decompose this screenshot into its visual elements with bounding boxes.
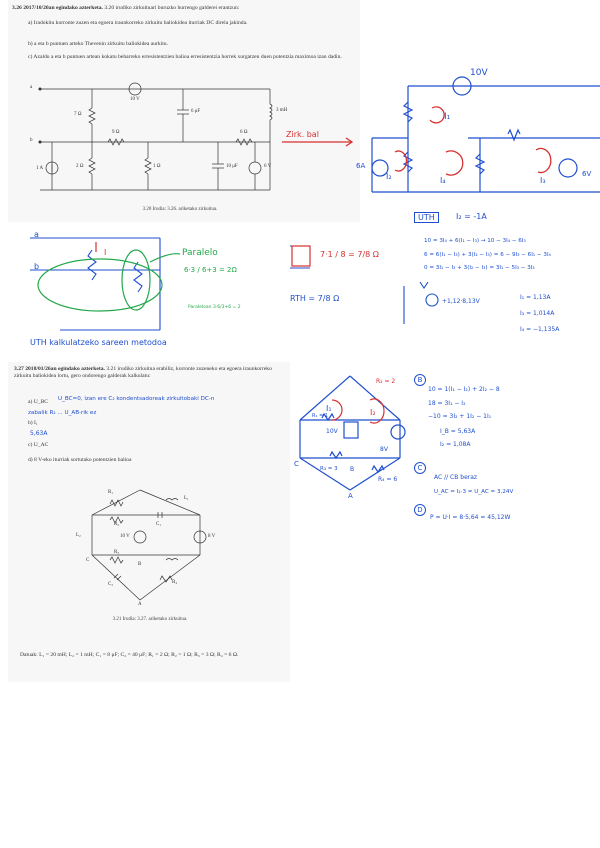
notes1-paralelo: Paralelo [182, 248, 218, 258]
notes2-a: A [348, 492, 353, 500]
problem1-item-c: c) Azaldu a eta b puntuen artean kokatu beharreko erresistentzien balioa erresistentzia horrek xurgatzen duen potentzia maximoa izan dadin. [28, 54, 342, 60]
c2-node-b: B [138, 562, 142, 567]
c2-v8: 8 V [208, 534, 216, 539]
notes1-a: a [34, 230, 39, 239]
notes1-6v: 6V [582, 170, 592, 178]
notes1-vf: +1,12·8,13V [442, 298, 480, 305]
notes2-r4v: R₄ = 6 [378, 476, 398, 483]
notes2-d-circle [414, 504, 426, 516]
notes2-i1: I₁ [326, 404, 332, 413]
problem2-note-a2: zabalik R₂ ... U_AB-rik ez [28, 410, 97, 416]
problem1-title-rest: 3.20 irudiko zirkuituari buruzko hurrengo galderei erantzun: [104, 5, 240, 11]
notes1-i2: I₂ [386, 172, 392, 181]
c1-i1: 1 A [36, 166, 44, 171]
notes2-i2: I₂ [370, 408, 376, 417]
notes1-frac: 6·3 / 6+3 = 2Ω [184, 266, 237, 274]
c2-r4: R₄ [172, 580, 178, 585]
notes1-i1: I₁ [444, 112, 451, 122]
problem2-note-a: U_BC=0, izan ere C₂ kondentsadoreak zirkuitobaki DC-n [58, 396, 215, 402]
c1-node-a: a [30, 85, 33, 90]
c1-r1: 1 Ω [153, 164, 161, 169]
c2-node-a: A [138, 602, 142, 607]
notes1-eq3: 0 = 3I₁ − I₃ + 3(I₂ − I₃) = 3I₁ − 5I₃ − 3I₃ [424, 265, 535, 271]
notes1-vth-box: UTH [414, 212, 439, 223]
notes2-ac: AC // CB beraz [434, 474, 478, 481]
problem1-caption: 3.20 Irudia: 3.26. ariketako zirkuitua. [142, 207, 218, 212]
problem2-item-c: c) U_AC [28, 442, 49, 448]
notes2-r3v: R₃ = 3 [320, 466, 338, 472]
c2-v10: 10 V [120, 534, 130, 539]
notes2-eq1: 10 = 1(I₁ − I₂) + 2I₂ − 8 [428, 386, 500, 393]
notes2-b-circle [414, 374, 426, 386]
notes2-uac: U_AC = I₂·3 = U_AC = 3,24V [434, 489, 514, 495]
notes2-c-circle-label: C [417, 464, 423, 472]
notes2-p: P = U·I = 8·5,64 = 45,12W [430, 514, 511, 521]
problem2-val-b: 5,63A [30, 430, 48, 437]
notes2-ir: I_B = 5,63A [440, 428, 476, 435]
notes1-i2-val: I₂ = -1A [456, 212, 487, 221]
notes1-b: b [34, 262, 40, 271]
c2-r2: R₂ [114, 522, 120, 527]
notes2-b: B [350, 466, 355, 473]
notes1-uth-method: UTH kalkulatzeko sareen metodoa [30, 338, 167, 347]
notes1-zirk-bal: Zirk. bal [286, 130, 319, 139]
problem2-item-b: b) I₁ [28, 420, 38, 426]
notes2-c: C [294, 460, 299, 468]
notes1-eq2: 6 = 6(I₁ − I₃) + 3(I₂ − I₃) = 6 − 9I₃ − 6I₁ − 3I₄ [424, 252, 551, 258]
problem1-number: 3.26 [12, 5, 22, 11]
c1-r6: 6 Ω [240, 130, 248, 135]
notes2-b-circle-label: B [417, 376, 423, 384]
notes1-i4: I₄ [440, 176, 446, 185]
notes1-i3: I₃ [540, 176, 546, 185]
notes1-v10: 10V [470, 68, 488, 78]
problem2-item-a: a) U_BC [28, 399, 49, 405]
notes1-6a: 6A [356, 162, 366, 170]
notes1-small-note: Paraleloan 3·6/3+6 = 2 [188, 305, 241, 310]
problem2-number: 3.27 [14, 366, 24, 372]
c1-r2: 2 Ω [76, 164, 84, 169]
c2-l2: L₂ [76, 533, 81, 538]
notes2-v10: 10V [326, 428, 338, 435]
c2-node-c: C [86, 558, 90, 563]
notes1-i1r: I₁ = 1,13A [520, 294, 551, 301]
problem1-item-b: b) a eta b puntuen arteko Thevenin zirkuitu baliokidea aurkitu. [28, 41, 169, 47]
c2-r1: R₁ [108, 490, 114, 495]
problem1-item-a: a) Iradokitu korronte zuzen eta egoera iraunkorreko zirkuitu baliokidea iturriak DC direla jakinda. [28, 20, 248, 26]
notes2-c-circle [414, 462, 426, 474]
notes1-i3r: I₃ = 1,014A [520, 310, 555, 317]
problem2-item-d: d) 8 V-eko iturriak sortutako potentzien balioa [28, 457, 132, 463]
c2-c2: C₂ [108, 582, 114, 587]
notes2-d-circle-label: D [417, 506, 423, 514]
c1-c10: 10 μF [226, 164, 238, 169]
notes1-i4r: I₄ = −1,135A [520, 326, 560, 333]
c1-l3: 3 mH [276, 108, 288, 113]
c1-r9: 9 Ω [112, 130, 120, 135]
c1-r7: 7 Ω [74, 112, 82, 117]
notes2-ir2: I₂ = 1,08A [440, 441, 471, 448]
c1-c6: 6 μF [191, 109, 201, 114]
notes1-eq1: 10 = 3I₄ + 6(I₁ − I₃) → 10 − 3I₄ − 6I₃ [424, 238, 526, 244]
c2-l1: L₁ [184, 496, 189, 501]
c2-r3: R₃ [114, 550, 120, 555]
c1-v10: 10 V [130, 97, 140, 102]
notes2-r1v: R₁ = 1 [312, 413, 329, 419]
problem2-title-text: 2018/01/26an egindako azterketa. [25, 366, 105, 372]
c1-v6: 6 V [264, 164, 272, 169]
c2-c1: C₁ [156, 522, 162, 527]
notes2-eq3: −10 = 3I₂ + 1I₂ − 1I₁ [428, 413, 492, 420]
notes2-eq2: 18 = 3I₁ − I₂ [428, 400, 466, 407]
notes2-v8: 8V [380, 446, 388, 453]
c1-node-b: b [30, 138, 33, 143]
problem2-caption: 3.21 Irudia: 3.27. ariketako zirkuitua. [112, 617, 188, 622]
problem2-title-rest: 3.21 irudiko zirkuitua erabiliz, korronte zuzeneko eta egoera iraunkorreko zirkuitu baliokidea lortu, gero ondorengo galderak kalkulatu: [14, 366, 272, 380]
problem2-data-line: Datuak: L₁ = 20 mH; L₂ = 1 mH; C₁ = 8 μF; C₂ = 40 μF; R₁ = 2 Ω; R₂ = 1 Ω; R₃ = 3 Ω; R₄ = 6 Ω. [20, 652, 239, 658]
notes1-i: I [104, 248, 107, 257]
notes2-r2v: R₂ = 2 [376, 378, 396, 385]
problem1-title-text: 2017/10/20an egindako azterketa. [23, 5, 103, 11]
notes1-rth-frac: 7·1 / 8 = 7/8 Ω [320, 250, 379, 259]
notes1-rth: RTH = 7/8 Ω [290, 294, 340, 303]
